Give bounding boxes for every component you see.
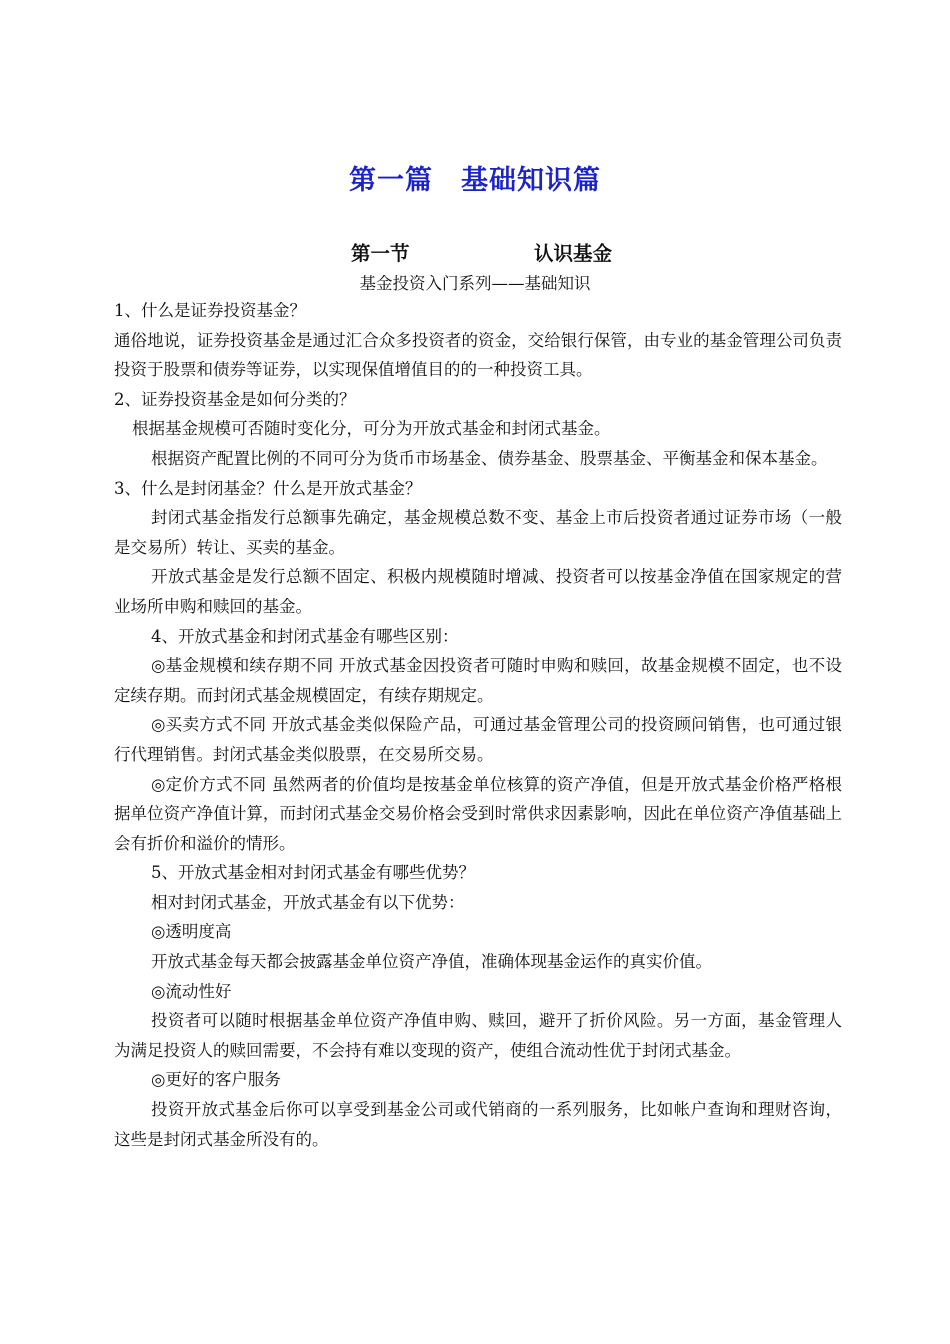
document-subtitle: 基金投资入门系列——基础知识 <box>359 274 591 293</box>
answer-paragraph: 开放式基金每天都会披露基金单位资产净值，准确体现基金运作的真实价值。 <box>151 952 712 972</box>
answer-paragraph: 封闭式基金指发行总额事先确定，基金规模总数不变、基金上市后投资者通过证券市场（一般是交易所）转让、买卖的基金。 <box>114 508 842 557</box>
section-heading <box>0 238 950 268</box>
difference-item: ◎基金规模和续存期不同 开放式基金因投资者可随时申购和赎回，故基金规模不固定，也不设定续存期。而封闭式基金规模固定，有续存期规定。 <box>114 656 842 705</box>
advantage-heading: ◎透明度高 <box>151 922 232 942</box>
document-body <box>114 296 842 1154</box>
difference-item: ◎买卖方式不同 开放式基金类似保险产品，可通过基金管理公司的投资顾问销售，也可通过银行代理销售。封闭式基金类似股票，在交易所交易。 <box>114 715 842 764</box>
question-2: 2、证券投资基金是如何分类的？ <box>114 389 356 409</box>
question-3: 3、什么是封闭基金？什么是开放式基金？ <box>114 478 422 498</box>
answer-paragraph: 根据基金规模可否随时变化分，可分为开放式基金和封闭式基金。 <box>132 419 611 439</box>
answer-paragraph: 开放式基金是发行总额不固定、积极内规模随时增减、投资者可以按基金净值在国家规定的营业场所申购和赎回的基金。 <box>114 567 842 616</box>
answer-paragraph: 投资者可以随时根据基金单位资产净值申购、赎回，避开了折价风险。另一方面，基金管理人为满足投资人的赎回需要，不会持有难以变现的资产，使组合流动性优于封闭式基金。 <box>114 1011 842 1060</box>
answer-paragraph: 根据资产配置比例的不同可分为货币市场基金、债券基金、股票基金、平衡基金和保本基金。 <box>151 448 828 468</box>
section-number: 第一节 <box>351 242 410 265</box>
answer-paragraph: 投资开放式基金后你可以享受到基金公司或代销商的一系列服务，比如帐户查询和理财咨询，这些是封闭式基金所没有的。 <box>114 1100 842 1149</box>
answer-paragraph: 相对封闭式基金，开放式基金有以下优势： <box>151 892 465 912</box>
difference-item: ◎定价方式不同 虽然两者的价值均是按基金单位核算的资产净值，但是开放式基金价格严格根据单位资产净值计算，而封闭式基金交易价格会受到时常供求因素影响，因此在单位资产净值基础上会有折价和溢价的情形。 <box>114 774 842 853</box>
advantage-heading: ◎流动性好 <box>151 981 232 1001</box>
document-title: 第一篇 基础知识篇 <box>349 165 601 196</box>
section-name: 认识基金 <box>534 242 613 265</box>
advantage-heading: ◎更好的客户服务 <box>151 1070 281 1090</box>
question-5: 5、开放式基金相对封闭式基金有哪些优势？ <box>151 863 475 883</box>
question-4: 4、开放式基金和封闭式基金有哪些区别： <box>151 626 459 646</box>
answer-paragraph: 通俗地说，证券投资基金是通过汇合众多投资者的资金，交给银行保管，由专业的基金管理公司负责投资于股票和债券等证券，以实现保值增值目的的一种投资工具。 <box>114 330 842 380</box>
question-1: 1、什么是证券投资基金？ <box>114 301 306 320</box>
